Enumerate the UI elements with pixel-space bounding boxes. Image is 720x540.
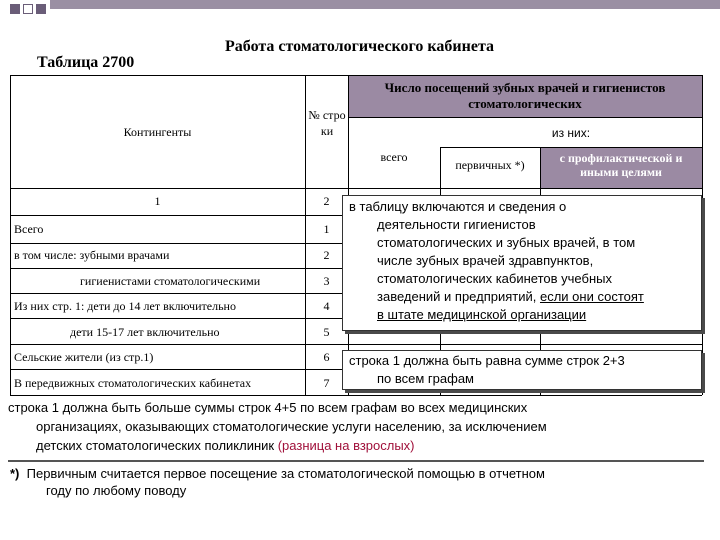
callout-line: в таблицу включаются и сведения о xyxy=(349,199,567,214)
column-index: 2 xyxy=(323,194,330,208)
page-title: Работа стоматологического кабинета xyxy=(225,38,494,55)
table-line xyxy=(10,188,702,189)
table-row-label: Сельские жители (из стр.1) xyxy=(14,350,154,364)
header-visits: Число посещений зубных врачей и гигиенистов стоматологических xyxy=(384,80,666,111)
table-label: Таблица 2700 xyxy=(37,54,135,71)
header-row-no: № стро ки xyxy=(308,108,346,138)
header-preventive: с профилактической и иными целями xyxy=(559,151,683,179)
callout-hygienists xyxy=(342,195,702,331)
table-row-label: в том числе: зубными врачами xyxy=(14,248,170,262)
column-index: 1 xyxy=(154,194,161,208)
table-row-label: В передвижных стоматологических кабинетах xyxy=(14,376,252,390)
table-line xyxy=(348,117,702,118)
deco-square-icon xyxy=(10,4,20,14)
table-border-left xyxy=(10,75,11,395)
footnote-line xyxy=(10,465,700,482)
table-row-no: 2 xyxy=(323,248,330,262)
callout-line: стоматологических кабинетов учебных xyxy=(377,271,612,286)
callout-line: числе зубных врачей здравпунктов, xyxy=(377,253,594,268)
table-row-no: 7 xyxy=(323,376,330,390)
deco-square-icon xyxy=(36,4,46,14)
table-row-label: дети 15-17 лет включительно xyxy=(70,325,220,339)
table-border-top xyxy=(10,75,702,76)
table-line xyxy=(440,147,702,148)
table-row-no: 4 xyxy=(323,299,330,313)
callout-line xyxy=(349,288,701,306)
note-text: детских стоматологических поликлиник xyxy=(36,438,278,453)
footnote-mark: *) xyxy=(10,466,20,481)
header-primary: первичных *) xyxy=(455,158,525,172)
header-contingents: Контингенты xyxy=(123,125,192,139)
header-of-them: из них: xyxy=(551,126,591,140)
footnote-text: Первичным считается первое посещение за стоматологической помощью в отчетном xyxy=(26,466,545,481)
note-line: строка 1 должна быть больше суммы строк 4+5 по всем графам во всех медицинских xyxy=(8,400,528,415)
callout-text: заведений и предприятий, xyxy=(377,289,540,304)
table-border-right xyxy=(702,75,703,395)
callout-line: по всем графам xyxy=(377,371,474,386)
note-line: организациях, оказывающих стоматологические услуги населению, за исключением xyxy=(36,419,547,434)
note-row1-greater xyxy=(8,398,704,460)
table-line xyxy=(10,344,702,345)
table-row-label: Всего xyxy=(14,222,44,236)
callout-line: стоматологических и зубных врачей, в том xyxy=(377,235,636,250)
table-row-label: Из них стр. 1: дети до 14 лет включительно xyxy=(14,299,236,313)
table-row-label: гигиенистами стоматологическими xyxy=(80,274,261,288)
deco-square-icon xyxy=(23,4,33,14)
note-line xyxy=(8,436,704,455)
table-row-no: 5 xyxy=(323,325,330,339)
table-border-bottom xyxy=(10,395,702,396)
top-deco-bar xyxy=(50,0,720,9)
table-row-no: 3 xyxy=(323,274,330,288)
callout-underlined: если они состоят xyxy=(539,289,644,304)
table-row-no: 1 xyxy=(323,222,330,236)
header-total: всего xyxy=(380,150,408,164)
callout-line: строка 1 должна быть равна сумме строк 2+3 xyxy=(349,353,625,368)
callout-line: в штате медицинской организации xyxy=(377,307,587,322)
note-emphasis: (разница на взрослых) xyxy=(277,438,415,453)
table-row-no: 6 xyxy=(323,350,330,364)
callout-line: деятельности гигиенистов xyxy=(377,217,536,232)
footnote xyxy=(10,465,700,499)
callout-row1-sum xyxy=(342,350,702,390)
footnote-line: году по любому поводу xyxy=(46,483,187,498)
